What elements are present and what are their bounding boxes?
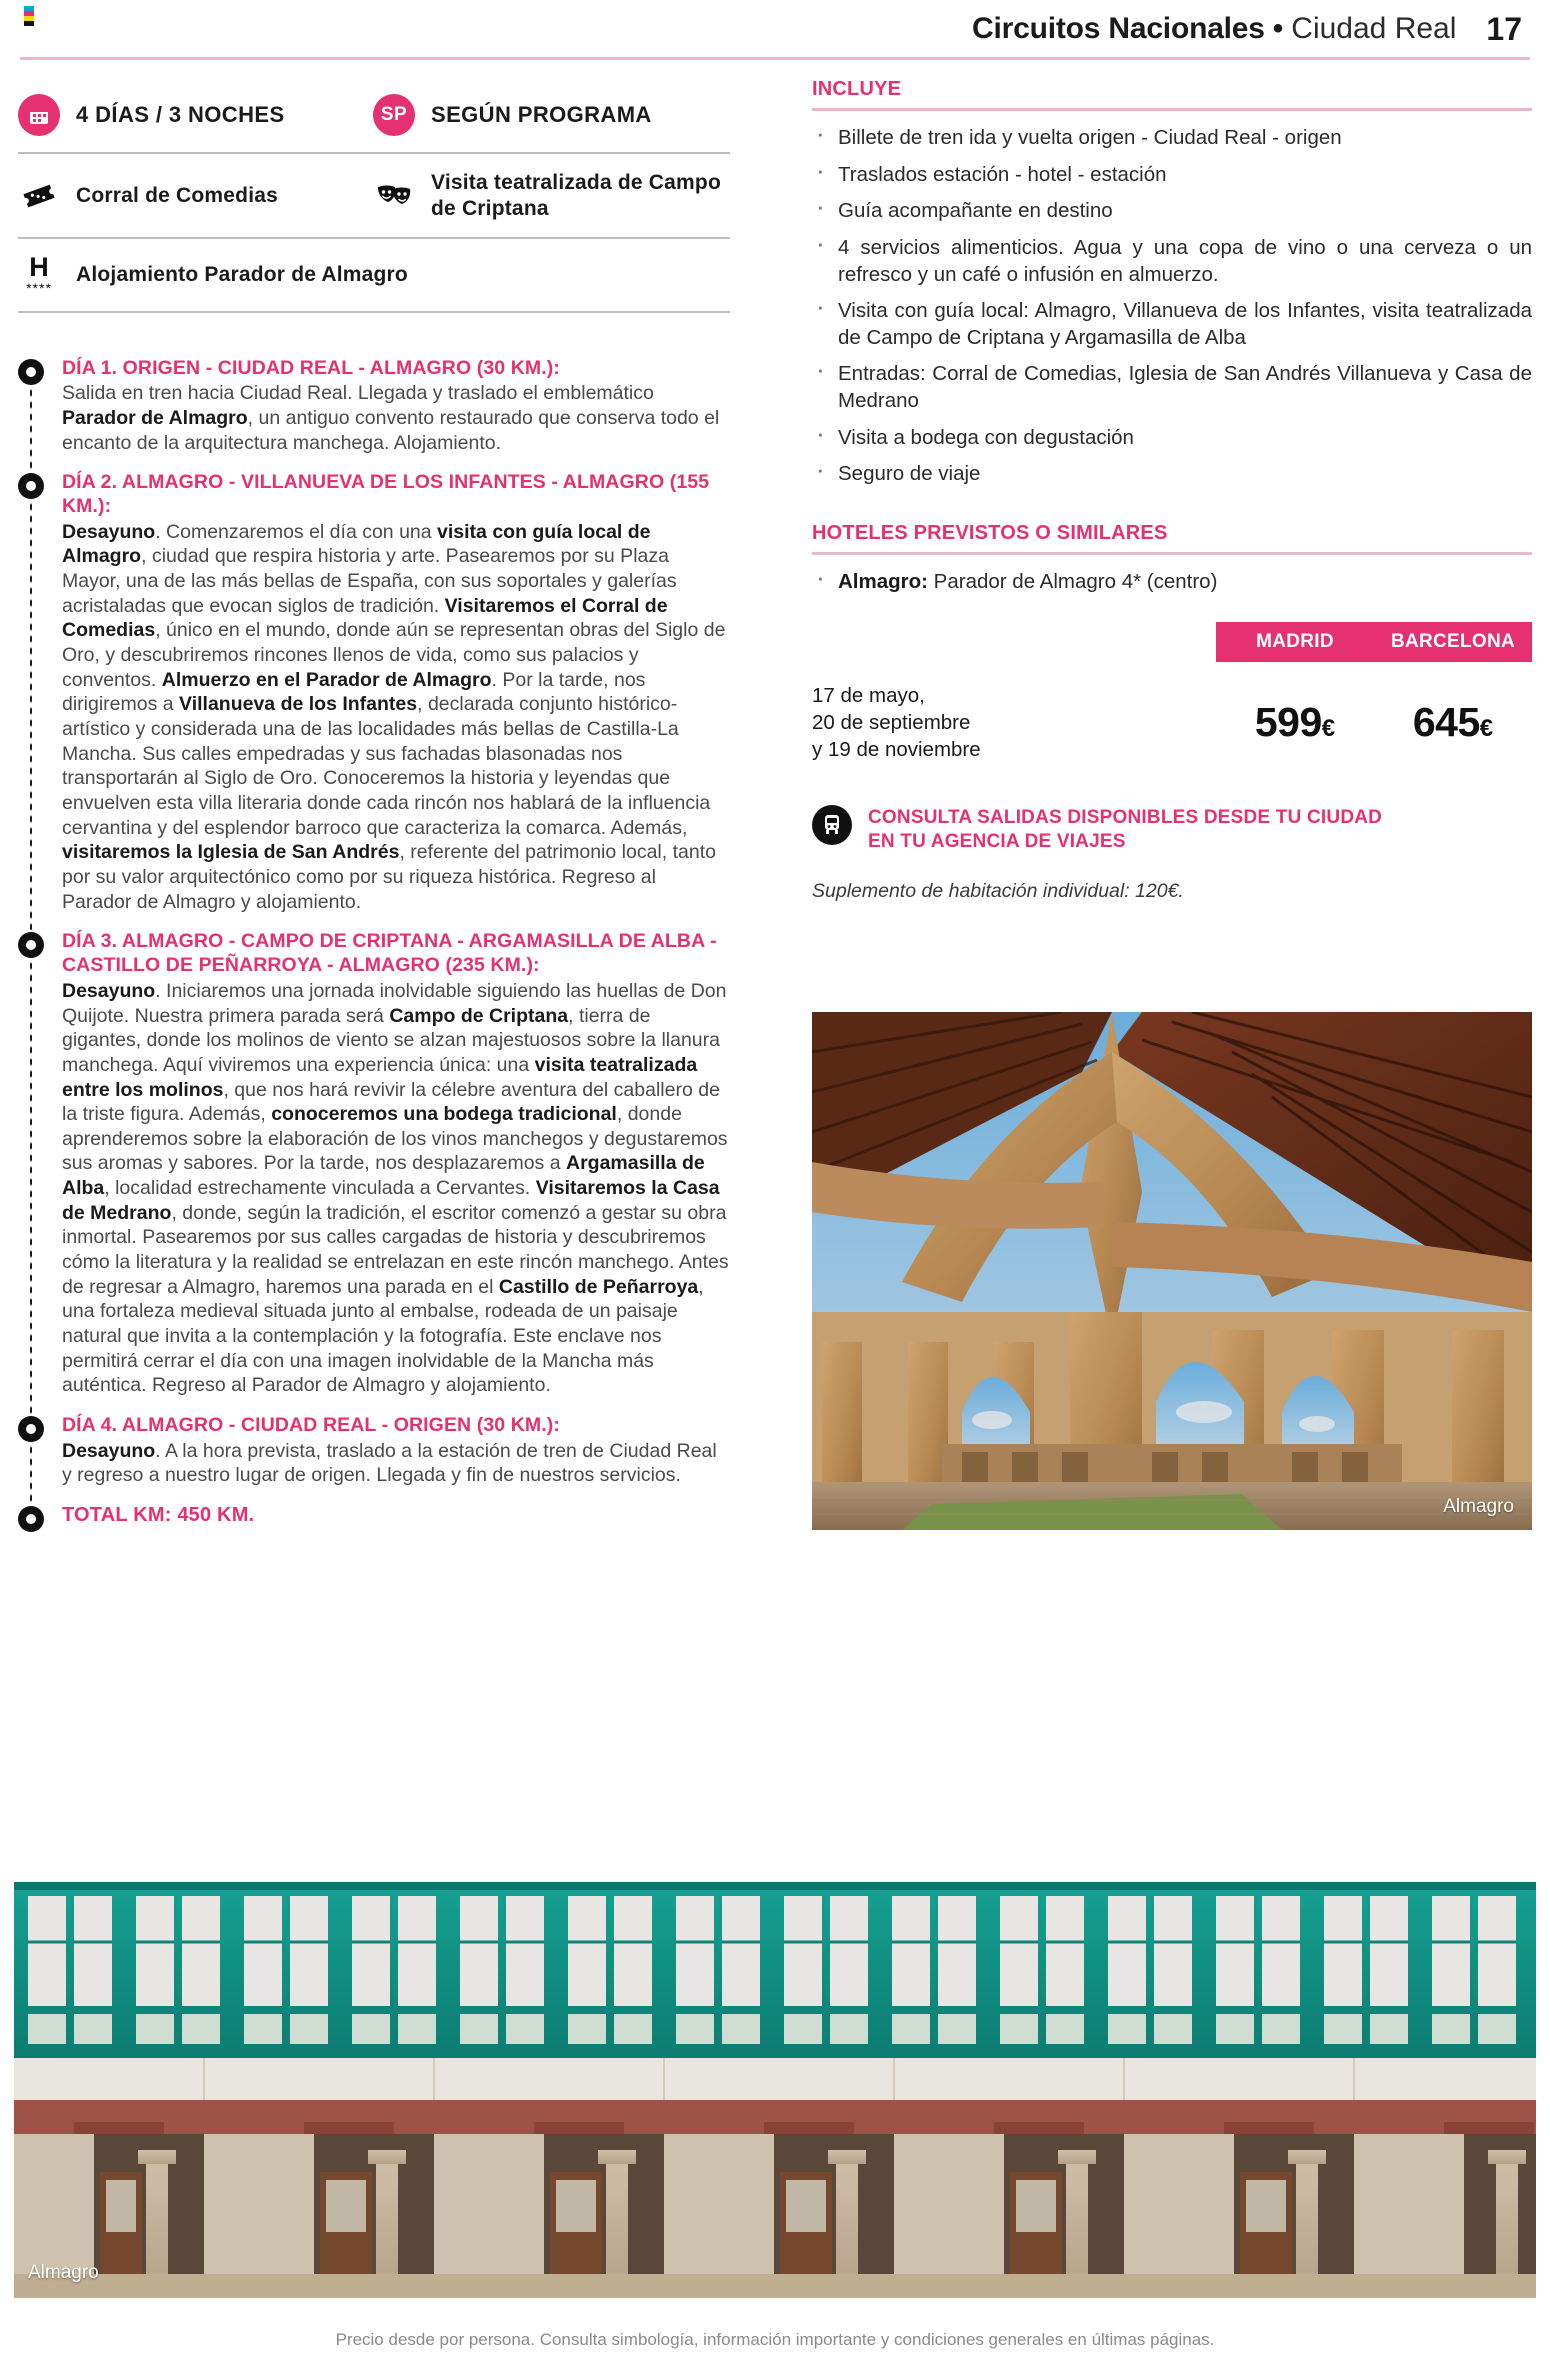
cloister-photo-caption: Almagro bbox=[1443, 1496, 1514, 1517]
consulta-text bbox=[868, 805, 1382, 855]
day-marker-icon bbox=[18, 1416, 44, 1442]
price-column-madrid: MADRID bbox=[1216, 622, 1374, 662]
fact-accommodation-label: Alojamiento Parador de Almagro bbox=[76, 263, 408, 287]
fact-program-label: SEGÚN PROGRAMA bbox=[431, 101, 652, 127]
itinerary-day bbox=[62, 357, 730, 456]
calendar-icon bbox=[18, 94, 60, 136]
total-km-label: TOTAL KM: 450 KM. bbox=[62, 1504, 255, 1527]
price-madrid bbox=[1216, 699, 1374, 746]
left-column bbox=[18, 78, 730, 1527]
fact-row bbox=[18, 154, 730, 239]
incluye-list bbox=[812, 125, 1532, 488]
list-item: · Guía acompañante en destino bbox=[812, 198, 1532, 225]
day-body: Desayuno. Comenzaremos el día con una visita con guía local de Almagro, ciudad que respira historia y arte. Pasearemos por su Plaza Mayor, una de las más bellas de España, con sus soportales y galerías acristaladas que evocan siglos de tradición. Visitaremos el Corral de Comedias, único en el mundo, donde aún se representan obras del Siglo de Oro, y descubriremos rincones llenos de vida, como sus palacios y conventos. Almuerzo en el Parador de Almagro. Por la tarde, nos dirigiremos a Villanueva de los Infantes, declarada conjunto histórico-artístico y considerada una de las localidades más bellas de Castilla-La Mancha. Sus calles empedradas y sus fachadas blasonadas nos transportarán al Siglo de Oro. Conoceremos la historia y leyendas que envuelven esta villa literaria donde cada rincón nos hablará de la influencia cervantina y del esplendor barroco que caracteriza la comarca. Además, visitaremos la Iglesia de San Andrés, referente del patrimonio local, tanto por su valor arquitectónico como por su riqueza histórica. Regreso al Parador de Almagro y alojamiento. bbox=[62, 520, 726, 913]
hoteles-list bbox=[812, 569, 1532, 596]
page-header bbox=[0, 0, 1550, 58]
fact-duration bbox=[18, 78, 373, 152]
day-body: Desayuno. A la hora prevista, traslado a la estación de tren de Ciudad Real y regreso a nuestro lugar de origen. Llegada y fin de nuestros servicios. bbox=[62, 1439, 717, 1487]
day-title: DÍA 4. ALMAGRO - CIUDAD REAL - ORIGEN (30 KM.): bbox=[62, 1414, 560, 1437]
fact-row bbox=[18, 78, 730, 154]
list-item: · 4 servicios alimenticios. Agua y una copa de vino o una cerveza o un refresco y un café o infusión en almuerzo. bbox=[812, 235, 1532, 288]
hotel-letter: H bbox=[29, 252, 49, 283]
departure-dates bbox=[812, 682, 1216, 763]
consulta-banner bbox=[812, 805, 1532, 855]
fact-duration-label: 4 DÍAS / 3 NOCHES bbox=[76, 101, 285, 127]
plaza-photo bbox=[14, 1882, 1536, 2298]
incluye-divider bbox=[812, 108, 1532, 111]
right-column bbox=[812, 78, 1532, 903]
consulta-line-2: EN TU AGENCIA DE VIAJES bbox=[868, 831, 1126, 853]
day-title: DÍA 2. ALMAGRO - VILLANUEVA DE LOS INFANTES - ALMAGRO (155 KM.): bbox=[62, 471, 710, 518]
hotel-stars: **** bbox=[26, 279, 52, 296]
list-item: · Almagro: Parador de Almagro 4* (centro) bbox=[812, 569, 1532, 596]
list-item: · Visita con guía local: Almagro, Villanueva de los Infantes, visita teatralizada de Campo de Criptana y Argamasilla de Alba bbox=[812, 298, 1532, 351]
day-body: Desayuno. Iniciaremos una jornada inolvidable siguiendo las huellas de Don Quijote. Nuestra primera parada será Campo de Criptana, tierra de gigantes, donde los molinos de viento se alzan majestuosos sobre la llanura manchega. Aquí viviremos una experiencia única: una visita teatralizada entre los molinos, que nos hará revivir la célebre aventura del caballero de la triste figura. Además, conoceremos una bodega tradicional, donde aprenderemos sobre la elaboración de los vinos manchegos y degustaremos sus aromas y sabores. Por la tarde, nos desplazaremos a Argamasilla de Alba, localidad estrechamente vinculada a Cervantes. Visitaremos la Casa de Medrano, donde, según la tradición, el escritor comenzó a gestar su obra inmortal. Pasearemos por sus calles cargadas de historia y descubriremos cómo la literatura y la realidad se entrelazan en este rincón manchego. Antes de regresar a Almagro, haremos una parada en el Castillo de Peñarroya, una fortaleza medieval situada junto al embalse, rodeada de un paisaje natural que invita a la contemplación y la fotografía. Este enclave nos permitirá cerrar el día con una imagen inolvidable de la Mancha más auténtica. Regreso al Parador de Almagro y alojamiento. bbox=[62, 979, 729, 1397]
consulta-line-1: CONSULTA SALIDAS DISPONIBLES DESDE TU CIUDAD bbox=[868, 806, 1383, 828]
itinerary-day bbox=[62, 471, 730, 914]
supplement-note: Suplemento de habitación individual: 120€. bbox=[812, 880, 1184, 903]
incluye-heading: INCLUYE bbox=[812, 78, 902, 100]
fact-teatralizada-label: Visita teatralizada de Campo de Criptana bbox=[431, 171, 721, 220]
footer-note: Precio desde por persona. Consulta simbología, información importante y condiciones generales en últimas páginas. bbox=[335, 2330, 1215, 2349]
page-number: 17 bbox=[1486, 10, 1522, 47]
day-marker-icon bbox=[18, 1506, 44, 1532]
fact-program bbox=[373, 78, 730, 152]
list-item: · Billete de tren ida y vuelta origen - Ciudad Real - origen bbox=[812, 125, 1532, 152]
list-item: · Visita a bodega con degustación bbox=[812, 425, 1532, 452]
hoteles-divider bbox=[812, 552, 1532, 555]
ticket-icon bbox=[18, 181, 60, 211]
day-connector-dots bbox=[29, 960, 33, 1414]
header-subtitle: Ciudad Real bbox=[1291, 12, 1457, 45]
cloister-photo bbox=[812, 1012, 1532, 1530]
train-icon bbox=[812, 805, 852, 845]
hoteles-heading: HOTELES PREVISTOS O SIMILARES bbox=[812, 522, 1168, 545]
itinerary-day bbox=[62, 930, 730, 1398]
day-connector-dots bbox=[29, 387, 33, 472]
day-marker-icon bbox=[18, 932, 44, 958]
day-marker-icon bbox=[18, 473, 44, 499]
list-item: · Entradas: Corral de Comedias, Iglesia de San Andrés Villanueva y Casa de Medrano bbox=[812, 361, 1532, 414]
day-title: DÍA 3. ALMAGRO - CAMPO DE CRIPTANA - ARGAMASILLA DE ALBA - CASTILLO DE PEÑARROYA - ALMAGRO (235 KM.): bbox=[62, 930, 717, 977]
header-divider bbox=[20, 57, 1530, 60]
currency-symbol: € bbox=[1479, 714, 1494, 742]
trip-facts bbox=[18, 78, 730, 313]
day-body: Salida en tren hacia Ciudad Real. Llegada y traslado el emblemático Parador de Almagro, un antiguo convento restaurado que conserva todo el encanto de la arquitectura manchega. Alojamiento. bbox=[62, 382, 720, 454]
fact-corral-label: Corral de Comedias bbox=[76, 183, 278, 207]
itinerary-day bbox=[62, 1414, 730, 1488]
fact-accommodation bbox=[18, 239, 730, 310]
itinerary-list bbox=[18, 357, 730, 1528]
price-table-row bbox=[812, 682, 1532, 763]
header-separator: • bbox=[1272, 12, 1284, 45]
price-table bbox=[812, 622, 1532, 763]
departure-date-line: y 19 de noviembre bbox=[812, 737, 981, 761]
price-barcelona-value: 645 bbox=[1412, 698, 1480, 745]
price-column-barcelona: BARCELONA bbox=[1374, 622, 1532, 662]
theatre-masks-icon bbox=[373, 181, 415, 211]
currency-symbol: € bbox=[1321, 714, 1336, 742]
departure-date-line: 20 de septiembre bbox=[812, 710, 971, 734]
fact-teatralizada bbox=[373, 154, 730, 237]
plaza-photo-caption: Almagro bbox=[28, 2262, 99, 2283]
price-table-header bbox=[812, 622, 1532, 662]
day-connector-dots bbox=[29, 501, 33, 930]
sp-badge-icon bbox=[373, 94, 415, 136]
day-title: DÍA 1. ORIGEN - CIUDAD REAL - ALMAGRO (30 KM.): bbox=[62, 356, 560, 379]
day-marker-icon bbox=[18, 359, 44, 385]
itinerary-total bbox=[62, 1504, 730, 1527]
header-title: Circuitos Nacionales bbox=[972, 12, 1265, 45]
list-item: · Traslados estación - hotel - estación bbox=[812, 162, 1532, 189]
fact-corral bbox=[18, 165, 373, 227]
departure-date-line: 17 de mayo, bbox=[812, 683, 925, 707]
sp-badge-text: SP bbox=[380, 104, 408, 125]
price-madrid-value: 599 bbox=[1254, 698, 1322, 745]
hotel-4-star-icon bbox=[18, 252, 60, 296]
price-barcelona bbox=[1374, 699, 1532, 746]
list-item: · Seguro de viaje bbox=[812, 461, 1532, 488]
fact-row bbox=[18, 239, 730, 312]
day-connector-dots bbox=[29, 1444, 33, 1504]
